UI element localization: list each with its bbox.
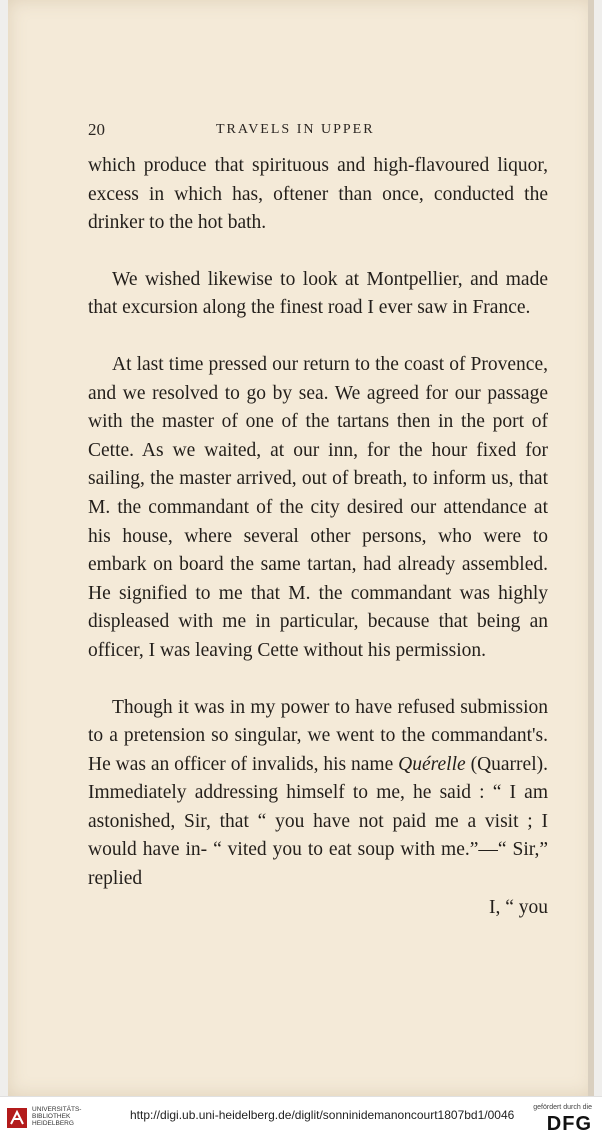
- paragraph-2: We wished likewise to look at Montpellier, and made that excursion along the finest road I ever saw in France.: [88, 268, 548, 319]
- library-logo-icon: [6, 1107, 28, 1129]
- permalink-url[interactable]: http://digi.ub.uni-heidelberg.de/diglit/sonninidemanoncourt1807bd1/0046: [130, 1108, 515, 1122]
- catchword: I, “ you: [488, 896, 548, 918]
- library-name-line: BIBLIOTHEK: [32, 1113, 71, 1121]
- page-number: 20: [88, 120, 105, 139]
- library-name-line: UNIVERSITÄTS-: [32, 1106, 82, 1113]
- page-header: [88, 120, 548, 142]
- paragraph-3: At last time pressed our return to the coast of Provence, and we resolved to go by sea. We agreed for our passage with the master of one of the tartans then in the port of Cette. As we waited, at our inn, for the hour fixed for sailing, the master arrived, out of breath, to inform us, that M. the commandant of the city desired our attendance at his house, where several other persons, who were to embark on board the same tartan, had already assembled. He signified to me that M. the commandant was highly displeased with me in particular, because that being an officer, I was leaving Cette without his permission.: [88, 353, 548, 661]
- dfg-logo: DFG: [546, 1113, 592, 1135]
- library-name-line: HEIDELBERG: [32, 1120, 74, 1128]
- funder-label: gefördert durch die: [533, 1104, 592, 1111]
- paragraph-4: [88, 694, 548, 894]
- page-edge: [588, 0, 594, 1096]
- paragraph-1: which produce that spirituous and high-flavoured liquor, excess in which has, oftener than once, conducted the drinker to the hot bath.: [88, 155, 548, 234]
- italic-name: Quérelle: [398, 753, 466, 775]
- viewer-footer: [0, 1096, 602, 1142]
- library-name: [32, 1106, 81, 1128]
- paragraph-4-part-1: Though it was in my power to have refused submission to a pretension so singular, we went to the commandant's. He was an officer of invalids, his name: [88, 696, 548, 775]
- book-page: [8, 0, 594, 1096]
- paragraph-4-part-2: (Quarrel). Immediately addressing himself to me, he said : “ I am astonished, Sir, that “ you have not paid me a visit ; I would have in- “ vited you to eat soup with me.”—“ Sir,” replied: [88, 753, 548, 890]
- body-text: [88, 152, 548, 922]
- running-title: TRAVELS IN UPPER: [216, 122, 375, 137]
